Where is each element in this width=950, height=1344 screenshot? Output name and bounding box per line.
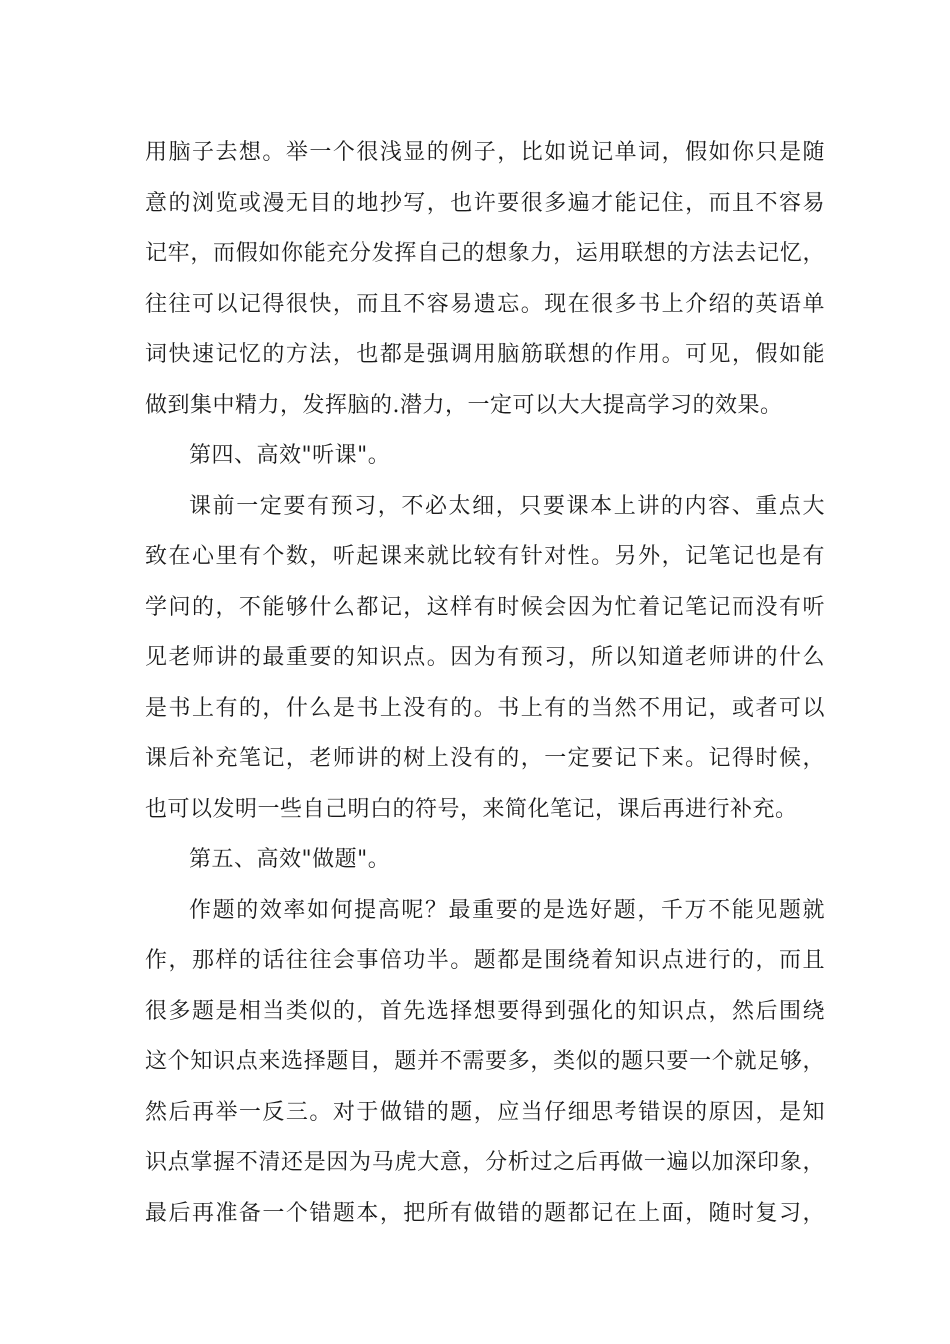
text-line: 课后补充笔记，老师讲的树上没有的，一定要记下来。记得时候，	[145, 746, 825, 771]
text-line: 意的浏览或漫无目的地抄写，也许要很多遍才能记住，而且不容易	[145, 190, 825, 216]
document-body	[145, 128, 825, 1239]
text-line: 识点掌握不清还是因为马虎大意，分析过之后再做一遍以加深印象，	[145, 1150, 825, 1175]
text-line: 词快速记忆的方法，也都是强调用脑筋联想的作用。可见，假如能	[145, 342, 825, 367]
text-line: 然后再举一反三。对于做错的题，应当仔细思考错误的原因，是知	[145, 1099, 825, 1125]
text-line: 作，那样的话往往会事倍功半。题都是围绕着知识点进行的，而且	[145, 948, 825, 973]
text-line: 记牢，而假如你能充分发挥自己的想象力，运用联想的方法去记忆，	[145, 241, 825, 266]
text-line: 课前一定要有预习，不必太细，只要课本上讲的内容、重点大	[189, 493, 825, 519]
section-heading: 第五、高效"做题"。	[189, 847, 391, 872]
text-line: 作题的效率如何提高呢？最重要的是选好题，千万不能见题就	[189, 897, 825, 923]
text-line: 用脑子去想。举一个很浅显的例子，比如说记单词，假如你只是随	[145, 140, 825, 165]
text-line: 致在心里有个数，听起课来就比较有针对性。另外，记笔记也是有	[145, 544, 825, 569]
text-line: 往往可以记得很快，而且不容易遗忘。现在很多书上介绍的英语单	[145, 291, 825, 317]
text-line: 很多题是相当类似的，首先选择想要得到强化的知识点，然后围绕	[145, 998, 825, 1024]
text-line: 也可以发明一些自己明白的符号，来简化笔记，课后再进行补充。	[145, 796, 798, 822]
text-line: 最后再准备一个错题本，把所有做错的题都记在上面，随时复习，	[145, 1200, 825, 1226]
text-line: 学问的，不能够什么都记，这样有时候会因为忙着记笔记而没有听	[145, 594, 825, 620]
text-line: 见老师讲的最重要的知识点。因为有预习，所以知道老师讲的什么	[145, 645, 825, 670]
text-line: 是书上有的，什么是书上没有的。书上有的当然不用记，或者可以	[145, 695, 825, 721]
section-heading: 第四、高效"听课"。	[189, 443, 391, 468]
text-line: 做到集中精力，发挥脑的.潜力，一定可以大大提高学习的效果。	[145, 392, 783, 418]
text-line: 这个知识点来选择题目，题并不需要多，类似的题只要一个就足够，	[145, 1049, 825, 1074]
